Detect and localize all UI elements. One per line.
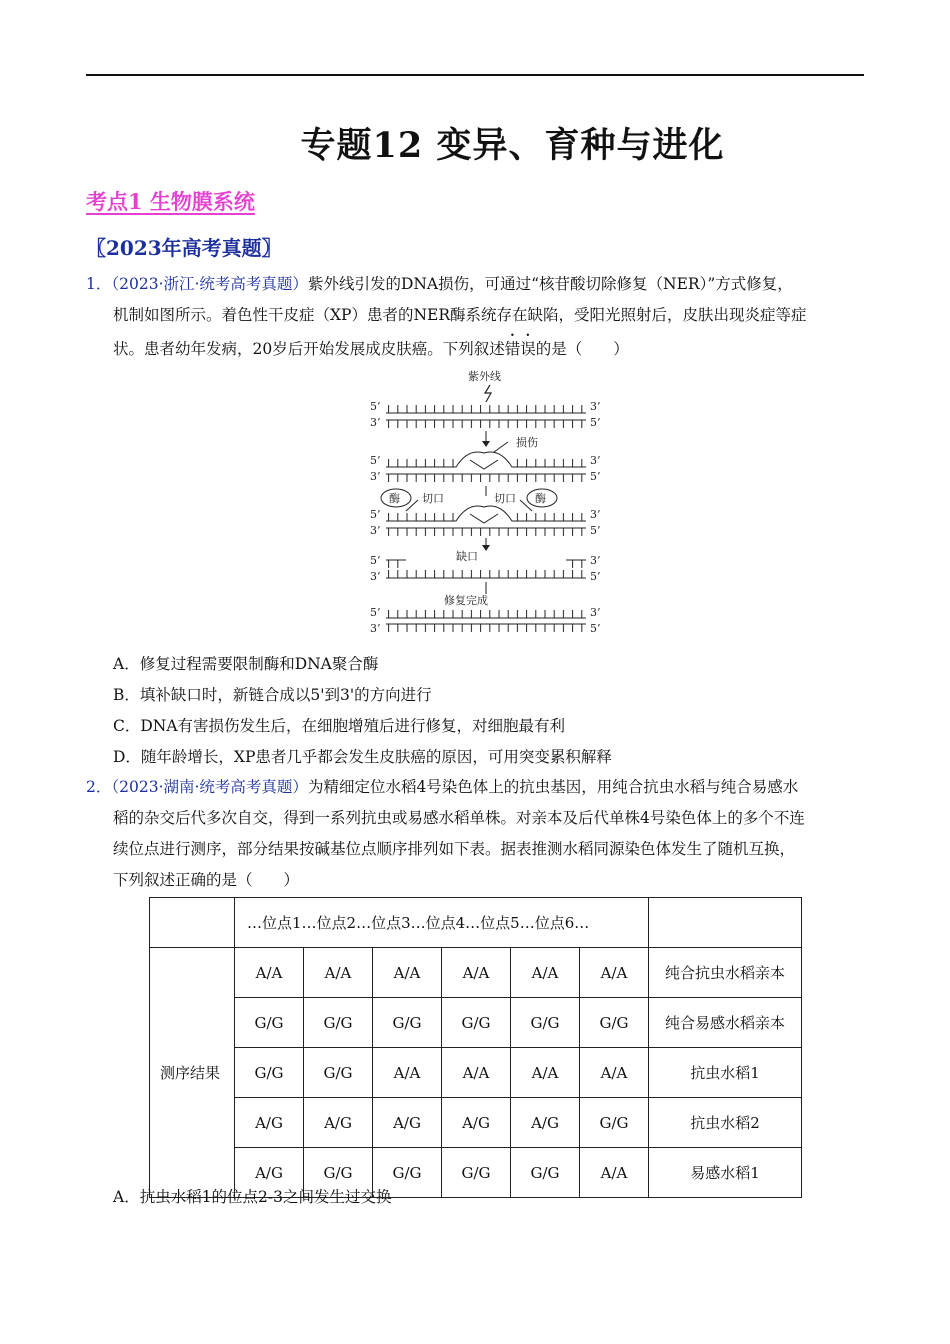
ner-repair-diagram xyxy=(360,368,620,636)
table-row-label: 纯合抗虫水稻亲本 xyxy=(649,948,802,998)
option-a: A．抗虫水稻1的位点2-3之间发生过交换 xyxy=(113,1188,392,1206)
table-cell: G/G xyxy=(442,1148,511,1198)
question-source: （2023·湖南·统考高考真题） xyxy=(111,778,308,796)
svg-text:3’: 3’ xyxy=(370,622,381,635)
enzyme-label: 酶 xyxy=(389,492,400,505)
table-row-label: 纯合易感水稻亲本 xyxy=(649,998,802,1048)
svg-text:5’: 5’ xyxy=(370,454,381,467)
table-cell: A/A xyxy=(235,948,304,998)
table-cell: G/G xyxy=(373,998,442,1048)
option-d: D．随年龄增长，XP患者几乎都会发生皮肤癌的原因，可用突变累积解释 xyxy=(113,748,612,766)
table-cell: G/G xyxy=(304,1048,373,1098)
question-2 xyxy=(86,772,866,896)
page-title: 专题12 变异、育种与进化 xyxy=(300,125,725,166)
table-cell: G/G xyxy=(235,1048,304,1098)
table-cell: A/G xyxy=(373,1098,442,1148)
table-cell: G/G xyxy=(442,998,511,1048)
table-row-label: 抗虫水稻2 xyxy=(649,1098,802,1148)
svg-text:5’: 5’ xyxy=(590,622,601,635)
question-text: 紫外线引发的DNA损伤，可通过“核苷酸切除修复（NER）”方式修复， xyxy=(307,275,793,293)
table-cell: A/G xyxy=(511,1098,580,1148)
sequencing-table xyxy=(149,897,802,1198)
gap-label: 缺口 xyxy=(456,550,478,563)
table-header-row xyxy=(150,898,802,948)
svg-text:3’: 3’ xyxy=(590,554,601,567)
svg-text:3’: 3’ xyxy=(590,400,601,413)
question-source: （2023·浙江·统考高考真题） xyxy=(111,275,308,293)
svg-text:3’: 3’ xyxy=(370,416,381,429)
question-text: 续位点进行测序，部分结果按碱基位点顺序排列如下表。据表推测水稻同源染色体发生了随机互换， xyxy=(113,840,796,858)
question-text: 下列叙述正确的是（ ） xyxy=(113,871,300,889)
table-cell: A/A xyxy=(511,948,580,998)
option-a: A．修复过程需要限制酶和DNA聚合酶 xyxy=(113,655,379,673)
table-cell: A/A xyxy=(511,1048,580,1098)
question-text: 稻的杂交后代多次自交，得到一系列抗虫或易感水稻单株。对亲本及后代单株4号染色体上的多个不连 xyxy=(113,809,805,827)
subsection-heading: 〖2023年高考真题〗 xyxy=(86,236,282,260)
table-cell: G/G xyxy=(373,1148,442,1198)
uv-bolt-icon xyxy=(485,385,491,402)
svg-text:5’: 5’ xyxy=(590,570,601,583)
table-cell: G/G xyxy=(580,1098,649,1148)
table-cell: A/A xyxy=(442,948,511,998)
table-row-label: 易感水稻1 xyxy=(649,1148,802,1198)
question-text: 为精细定位水稻4号染色体上的抗虫基因，用纯合抗虫水稻与纯合易感水 xyxy=(307,778,799,796)
svg-text:3’: 3’ xyxy=(370,524,381,537)
table-cell: A/A xyxy=(373,948,442,998)
table-cell: G/G xyxy=(304,998,373,1048)
table-cell: A/G xyxy=(235,1098,304,1148)
svg-text:3’: 3’ xyxy=(370,570,381,583)
table-cell: A/A xyxy=(580,1048,649,1098)
table-row-label: 抗虫水稻1 xyxy=(649,1048,802,1098)
svg-text:5’: 5’ xyxy=(370,400,381,413)
cut-label: 切口 xyxy=(494,492,516,505)
question-1 xyxy=(86,269,866,365)
table-cell: A/G xyxy=(442,1098,511,1148)
question-number: 1． xyxy=(86,275,112,293)
enzyme-label: 酶 xyxy=(535,492,546,505)
table-cell: A/A xyxy=(580,1148,649,1198)
table-cell: G/G xyxy=(580,998,649,1048)
question-number: 2． xyxy=(86,778,112,796)
svg-text:5’: 5’ xyxy=(590,416,601,429)
question-text: 机制如图所示。着色性干皮症（XP）患者的NER酶系统存在缺陷，受阳光照射后，皮肤出现炎症等症 xyxy=(113,306,807,324)
question-text: 状。患者幼年发病，20岁后开始发展成皮肤癌。下列叙述错误的是（ ） xyxy=(113,340,629,358)
table-cell: A/A xyxy=(373,1048,442,1098)
svg-text:5’: 5’ xyxy=(370,554,381,567)
row-label: 测序结果 xyxy=(150,948,235,1198)
table-row xyxy=(150,1098,802,1148)
header-rule xyxy=(86,74,864,76)
repair-done-label: 修复完成 xyxy=(444,594,488,607)
table-row xyxy=(150,1048,802,1098)
table-cell: G/G xyxy=(511,1148,580,1198)
table-cell: A/A xyxy=(580,948,649,998)
table-cell: A/G xyxy=(304,1098,373,1148)
uv-label: 紫外线 xyxy=(468,370,501,383)
svg-text:3’: 3’ xyxy=(590,508,601,521)
emphasis-text: 错误 xyxy=(504,340,536,358)
svg-text:5’: 5’ xyxy=(590,524,601,537)
table-cell: A/A xyxy=(304,948,373,998)
svg-text:5’: 5’ xyxy=(370,508,381,521)
table-cell: G/G xyxy=(304,1148,373,1198)
table-row xyxy=(150,948,802,998)
svg-text:5’: 5’ xyxy=(590,470,601,483)
section-heading: 考点1 生物膜系统 xyxy=(86,189,255,214)
svg-text:3’: 3’ xyxy=(590,606,601,619)
table-header: …位点1…位点2…位点3…位点4…位点5…位点6… xyxy=(235,898,649,948)
table-cell: G/G xyxy=(235,998,304,1048)
svg-text:3’: 3’ xyxy=(590,454,601,467)
svg-text:5’: 5’ xyxy=(370,606,381,619)
damage-label: 损伤 xyxy=(516,436,538,449)
option-c: C．DNA有害损伤发生后，在细胞增殖后进行修复，对细胞最有利 xyxy=(113,717,566,735)
cut-label: 切口 xyxy=(422,492,444,505)
table-row xyxy=(150,998,802,1048)
svg-text:3’: 3’ xyxy=(370,470,381,483)
table-cell: G/G xyxy=(511,998,580,1048)
option-b: B．填补缺口时，新链合成以5'到3'的方向进行 xyxy=(113,686,432,704)
table-cell: A/G xyxy=(235,1148,304,1198)
table-cell: A/A xyxy=(442,1048,511,1098)
